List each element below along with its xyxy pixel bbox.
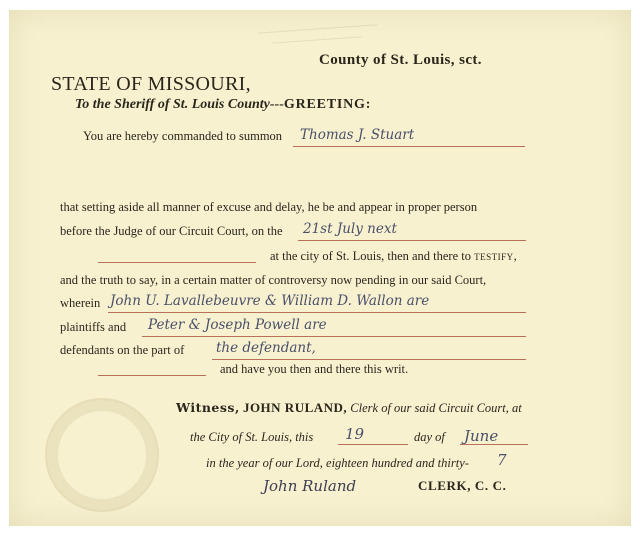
sheriff-line: To the Sheriff of St. Louis County--- xyxy=(75,97,284,112)
clerk-name: JOHN RULAND, xyxy=(242,400,348,415)
body-line-2: before the Judge of our Circuit Court, on the xyxy=(60,224,283,238)
party-side: the defendant, xyxy=(216,340,316,356)
court-date: 21st July next xyxy=(303,221,397,237)
city-line: the City of St. Louis, this xyxy=(190,430,314,444)
city-text: at the city of St. Louis, then and there to xyxy=(270,249,471,263)
clerk-signature: John Ruland xyxy=(263,477,357,495)
county-heading: County of St. Louis, sct. xyxy=(319,52,482,68)
plaintiffs-label: plaintiffs and xyxy=(60,320,127,334)
testify-text: testify, xyxy=(474,249,518,263)
embossed-court-seal xyxy=(45,398,159,512)
body-line-3 xyxy=(270,249,517,264)
summoned-witness-name: Thomas J. Stuart xyxy=(300,127,415,143)
witness-name-rule xyxy=(293,146,525,147)
at-text: at xyxy=(512,401,522,415)
plaintiffs-names: John U. Lavallebeuvre & William D. Wallon are xyxy=(110,293,430,309)
month-value: June xyxy=(464,427,499,445)
defendants-rule xyxy=(142,336,526,337)
body-line-1: that setting aside all manner of excuse and delay, he be and appear in proper person xyxy=(60,200,478,214)
sheriff-address xyxy=(75,97,371,113)
year-digit: 7 xyxy=(497,451,507,469)
clerk-title-footer: CLERK, C. C. xyxy=(418,478,507,493)
defendants-label: defendants on the part of xyxy=(60,343,185,357)
month-rule xyxy=(460,444,528,445)
writ-line: and have you then and there this writ. xyxy=(220,362,409,376)
witness-line xyxy=(176,400,522,416)
witness-label: Witness, xyxy=(176,400,240,415)
wherein-label: wherein xyxy=(60,296,101,310)
day-rule xyxy=(338,444,408,445)
year-line: in the year of our Lord, eighteen hundred and thirty- xyxy=(206,456,469,470)
greeting: GREETING: xyxy=(283,97,372,112)
day-of-text: day of xyxy=(414,430,445,444)
state-heading: STATE OF MISSOURI, xyxy=(51,73,251,95)
body-line-4: and the truth to say, in a certain matter of controversy now pending in our said Court, xyxy=(60,273,487,287)
day-value: 19 xyxy=(345,425,365,443)
blank-rule-before-writ xyxy=(98,375,206,376)
clerk-title: Clerk of our said Circuit Court, xyxy=(350,401,509,415)
party-side-rule xyxy=(212,359,526,360)
summon-command: You are hereby commanded to summon xyxy=(83,129,283,143)
defendants-names: Peter & Joseph Powell are xyxy=(148,317,327,333)
court-date-rule xyxy=(298,240,526,241)
plaintiffs-rule xyxy=(108,312,526,313)
blank-rule-before-city xyxy=(98,262,256,263)
